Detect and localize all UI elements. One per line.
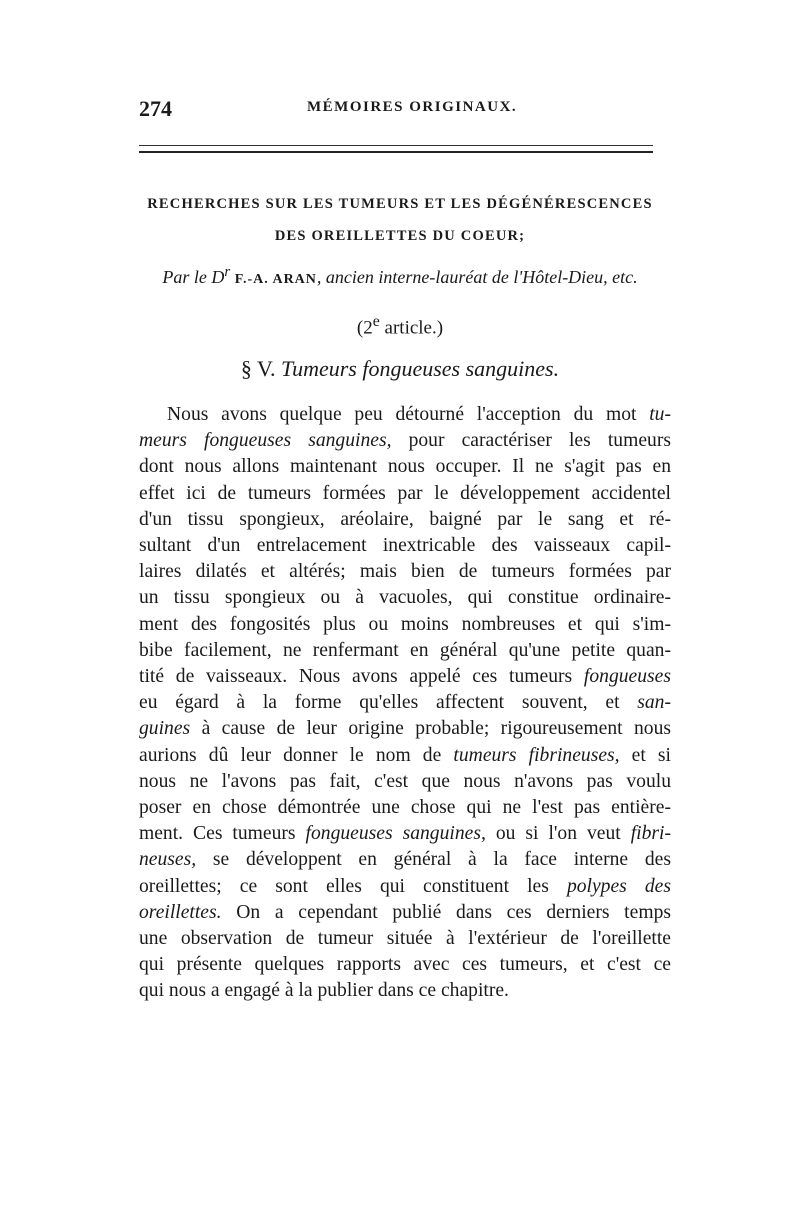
article-note <box>130 313 670 339</box>
text-line: effet ici de tumeurs formées par le développement accidentel <box>139 482 671 504</box>
text-line: un tissu spongieux ou à vacuoles, qui constitue ordinaire- <box>139 587 671 609</box>
text-line: sultant d'un entrelacement inextricable des vaisseaux capil- <box>139 535 671 557</box>
title-line-1: RECHERCHES SUR LES TUMEURS ET LES DÉGÉNÉRESCENCES <box>147 196 653 212</box>
section-heading <box>130 356 670 382</box>
text-line: une observation de tumeur située à l'extérieur de l'oreillette <box>139 928 671 950</box>
text-line: aurions dû leur donner le nom de tumeurs fibrineuses, et si <box>139 744 671 766</box>
page-number: 274 <box>139 96 172 121</box>
section-number: § V. <box>240 356 276 381</box>
article-note-close: article.) <box>379 317 444 339</box>
text-line: dont nous allons maintenant nous occuper. Il ne s'agit pas en <box>139 456 671 478</box>
article-note-sup: e <box>372 313 380 330</box>
section-title: Tumeurs fongueuses sanguines. <box>281 356 560 381</box>
text-line: neuses, se développent en général à la face interne des <box>139 849 671 871</box>
text-line: oreillettes. On a cependant publié dans ces derniers temps <box>139 901 671 923</box>
author-prefix-sup: r <box>224 264 231 280</box>
text-line: nous ne l'avons pas fait, c'est que nous n'avons pas voulu <box>139 770 671 792</box>
page-header <box>139 96 653 126</box>
text-line: oreillettes; ce sont elles qui constituent les polypes des <box>139 875 671 897</box>
text-line: qui présente quelques rapports avec ces tumeurs, et c'est ce <box>139 954 671 976</box>
text-line: meurs fongueuses sanguines, pour caractériser les tumeurs <box>139 430 671 452</box>
text-line: ment. Ces tumeurs fongueuses sanguines, ou si l'on veut fibri- <box>139 823 671 845</box>
text-line: Nous avons quelque peu détourné l'acception du mot tu- <box>167 404 671 425</box>
text-line: ment des fongosités plus ou moins nombreuses et qui s'im- <box>139 613 671 635</box>
author-line <box>130 264 670 288</box>
article-title <box>130 188 670 252</box>
text-line: guines à cause de leur origine probable; rigoureusement nous <box>139 718 671 740</box>
text-line: poser en chose démontrée une chose qui ne l'est pas entière- <box>139 797 671 819</box>
text-line: laires dilatés et altérés; mais bien de tumeurs formées par <box>139 561 671 583</box>
text-line: qui nous a engagé à la publier dans ce chapitre. <box>139 980 509 1002</box>
author-prefix: Par le D <box>162 267 225 287</box>
author-suffix: , ancien interne-lauréat de l'Hôtel-Dieu, etc. <box>316 267 638 287</box>
running-head: MÉMOIRES ORIGINAUX. <box>307 99 518 115</box>
author-name: F.-A. ARAN <box>234 272 317 287</box>
title-line-2: DES OREILLETTES DU COEUR; <box>274 228 526 244</box>
header-rule-thin <box>139 145 653 146</box>
article-note-open: (2 <box>356 317 373 339</box>
text-line: d'un tissu spongieux, aréolaire, baigné par le sang et ré- <box>139 508 671 530</box>
text-line: bibe facilement, ne renfermant en général qu'une petite quan- <box>139 639 671 661</box>
body-paragraph <box>139 402 671 1005</box>
header-rule-thick <box>139 151 653 153</box>
text-line: eu égard à la forme qu'elles affectent souvent, et san- <box>139 692 671 714</box>
text-line: tité de vaisseaux. Nous avons appelé ces tumeurs fongueuses <box>139 666 671 688</box>
